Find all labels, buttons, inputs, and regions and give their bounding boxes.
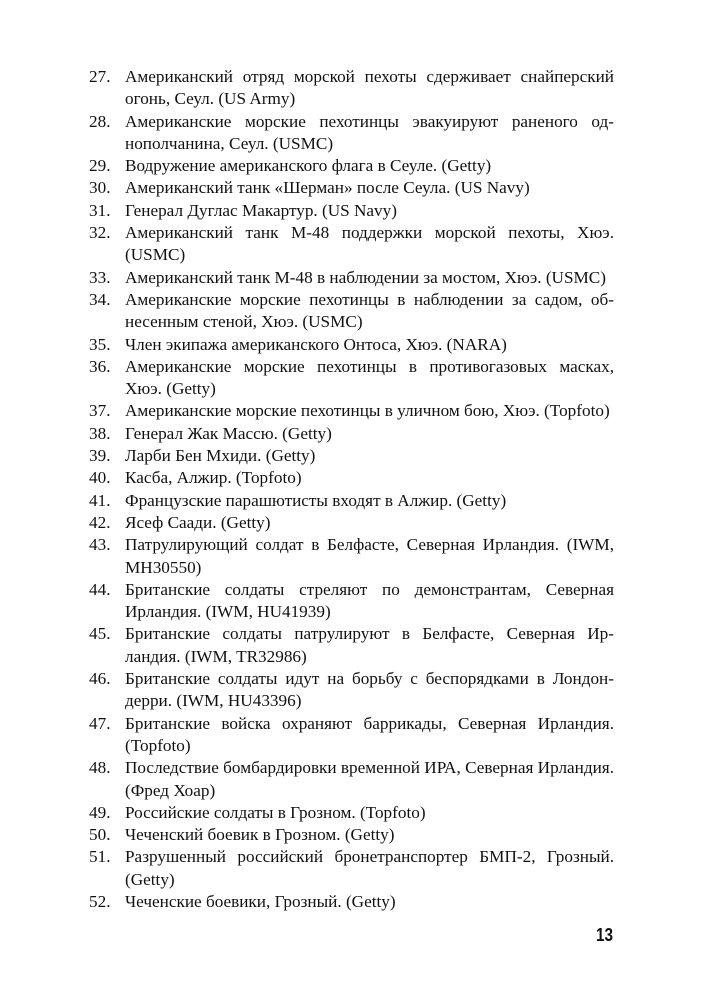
caption-text: Касба, Алжир. (Topfoto)	[125, 468, 302, 488]
caption-text: Британские солдаты идут на борьбу с беспорядками в Лондондерри. (IWM, HU43396)	[125, 669, 614, 711]
caption-text: Американский танк М-48 в наблюдении за мостом, Хюэ. (USMC)	[125, 267, 606, 287]
caption-item	[89, 668, 614, 713]
caption-text: Американский танк «Шерман» после Сеула. (US Navy)	[125, 178, 530, 198]
caption-item	[89, 534, 614, 579]
caption-item	[89, 334, 614, 356]
caption-text: Разрушенный российский бронетранспортер БМП-2, Грозный. (Getty)	[125, 847, 614, 889]
caption-number: 36.	[89, 356, 111, 376]
caption-number: 42.	[89, 512, 111, 532]
caption-text: Американский отряд морской пехоты сдерживает снайперский огонь, Сеул. (US Army)	[125, 67, 614, 109]
caption-item	[89, 512, 614, 534]
caption-item	[89, 802, 614, 824]
caption-number: 44.	[89, 579, 111, 599]
caption-item	[89, 623, 614, 668]
caption-number: 43.	[89, 535, 111, 555]
caption-number: 38.	[89, 423, 111, 443]
caption-item	[89, 713, 614, 758]
caption-item	[89, 400, 614, 422]
caption-item	[89, 824, 614, 846]
page-number: 13	[595, 925, 613, 945]
caption-item	[89, 111, 614, 156]
caption-number: 47.	[89, 713, 111, 733]
caption-text: Американские морские пехотинцы в наблюдении за садом, обнесенным стеной, Хюэ. (USMC)	[125, 289, 614, 332]
caption-number: 48.	[89, 758, 111, 778]
caption-text: Американские морские пехотинцы эвакуируют раненого однополчанина, Сеул. (USMC)	[125, 111, 614, 153]
caption-number: 34.	[89, 289, 111, 309]
caption-item	[89, 467, 614, 489]
caption-number: 35.	[89, 334, 111, 354]
caption-item	[89, 490, 614, 512]
caption-text: Российские солдаты в Грозном. (Topfoto)	[125, 802, 426, 822]
caption-text: Генерал Жак Массю. (Getty)	[125, 423, 332, 443]
caption-number: 33.	[89, 267, 111, 287]
caption-text: Британские солдаты стреляют по демонстрантам, Северная Ирландия. (IWM, HU41939)	[125, 579, 614, 622]
caption-text: Генерал Дуглас Макартур. (US Navy)	[125, 200, 397, 220]
caption-item	[89, 177, 614, 199]
caption-item	[89, 289, 614, 334]
caption-item	[89, 579, 614, 624]
caption-text: Британские солдаты патрулируют в Белфасте, Северная Ирландия. (IWM, TR32986)	[125, 624, 614, 666]
caption-number: 39.	[89, 446, 111, 466]
caption-number: 32.	[89, 223, 111, 243]
caption-number: 40.	[89, 468, 111, 488]
caption-item	[89, 423, 614, 445]
caption-item	[89, 267, 614, 289]
caption-text: Британские войска охраняют баррикады, Северная Ирландия. (Topfoto)	[125, 713, 614, 755]
caption-text: Водружение американского флага в Сеуле. (Getty)	[125, 156, 492, 176]
caption-item	[89, 891, 614, 913]
caption-number: 30.	[89, 178, 111, 198]
caption-item	[89, 222, 614, 267]
caption-list	[89, 66, 614, 913]
caption-text: Французские парашютисты входят в Алжир. (Getty)	[125, 490, 507, 510]
caption-text: Патрулирующий солдат в Белфасте, Северная Ирландия. (IWM, MH30550)	[125, 535, 614, 577]
caption-text: Чеченские боевики, Грозный. (Getty)	[125, 891, 396, 911]
caption-number: 31.	[89, 200, 111, 220]
caption-number: 52.	[89, 891, 111, 911]
caption-number: 51.	[89, 847, 111, 867]
caption-item	[89, 200, 614, 222]
caption-number: 49.	[89, 802, 111, 822]
caption-number: 29.	[89, 156, 111, 176]
caption-text: Американские морские пехотинцы в противогазовых масках, Хюэ. (Getty)	[125, 356, 614, 399]
caption-number: 46.	[89, 669, 111, 689]
caption-item	[89, 66, 614, 111]
caption-item	[89, 445, 614, 467]
caption-item	[89, 757, 614, 802]
caption-number: 28.	[89, 111, 111, 131]
caption-number: 50.	[89, 825, 111, 845]
caption-text: Ларби Бен Мхиди. (Getty)	[125, 446, 316, 466]
caption-text: Последствие бомбардировки временной ИРА, Северная Ирландия. (Фред Хоар)	[125, 758, 614, 800]
caption-text: Американский танк М-48 поддержки морской пехоты, Хюэ. (USMC)	[125, 223, 614, 265]
caption-text: Чеченский боевик в Грозном. (Getty)	[125, 825, 395, 845]
caption-text: Американские морские пехотинцы в уличном бою, Хюэ. (Topfoto)	[125, 401, 610, 421]
caption-text: Член экипажа американского Онтоса, Хюэ. (NARA)	[125, 334, 507, 354]
caption-text: Ясеф Саади. (Getty)	[125, 512, 271, 532]
caption-item	[89, 846, 614, 891]
caption-number: 45.	[89, 624, 111, 644]
caption-number: 41.	[89, 490, 111, 510]
caption-number: 37.	[89, 401, 111, 421]
caption-number: 27.	[89, 67, 111, 86]
caption-item	[89, 356, 614, 401]
caption-item	[89, 155, 614, 177]
